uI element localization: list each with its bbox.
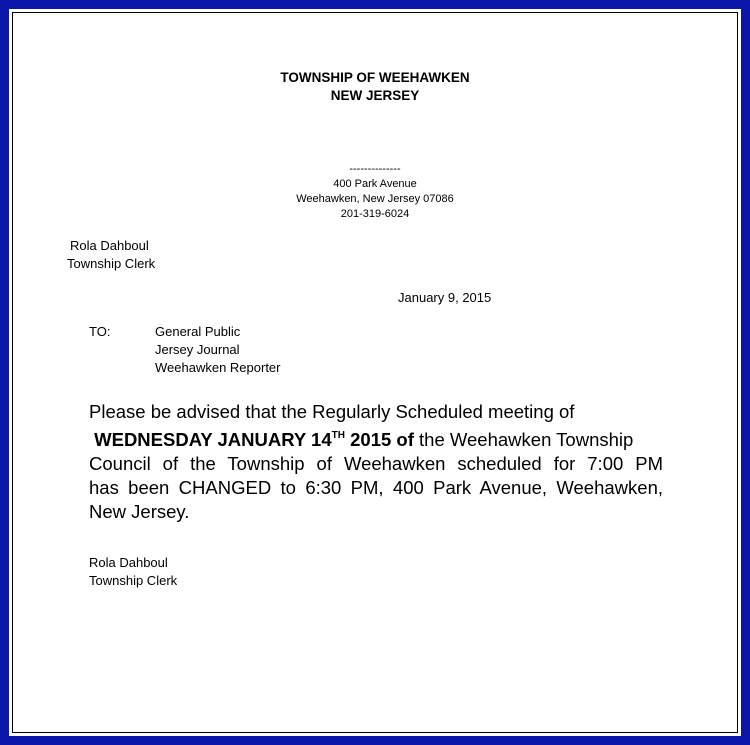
recipient-item: Jersey Journal <box>155 342 240 357</box>
document-page <box>12 12 738 733</box>
notice-meeting-date: WEDNESDAY JANUARY 14TH 2015 of <box>94 429 414 450</box>
notice-line: New Jersey. <box>89 501 190 522</box>
header-township: TOWNSHIP OF WEEHAWKEN <box>280 70 470 85</box>
address-street: 400 Park Avenue <box>333 178 417 190</box>
recipients-label: TO: <box>89 324 111 339</box>
notice-line: Council of the Township of Weehawken scheduled for 7:00 PM <box>89 453 663 474</box>
sender-name: Rola Dahboul <box>70 238 149 253</box>
header-state: NEW JERSEY <box>330 88 420 103</box>
notice-line: Please be advised that the Regularly Scheduled meeting of <box>89 401 575 422</box>
notice-line: has been CHANGED to 6:30 PM, 400 Park Avenue, Weehawken, <box>89 477 663 498</box>
address-phone: 201-319-6024 <box>340 208 410 220</box>
recipient-item: General Public <box>155 324 241 339</box>
notice-paragraph <box>89 400 663 524</box>
letter-date: January 9, 2015 <box>398 290 492 305</box>
signature-title: Township Clerk <box>89 573 178 588</box>
signature-name: Rola Dahboul <box>89 555 168 570</box>
sender-title: Township Clerk <box>67 256 156 271</box>
notice-line: WEDNESDAY JANUARY 14TH 2015 of the Weehawken Township <box>94 429 634 450</box>
address-separator: -------------- <box>349 163 401 175</box>
recipient-item: Weehawken Reporter <box>155 360 281 375</box>
address-city: Weehawken, New Jersey 07086 <box>296 193 454 205</box>
